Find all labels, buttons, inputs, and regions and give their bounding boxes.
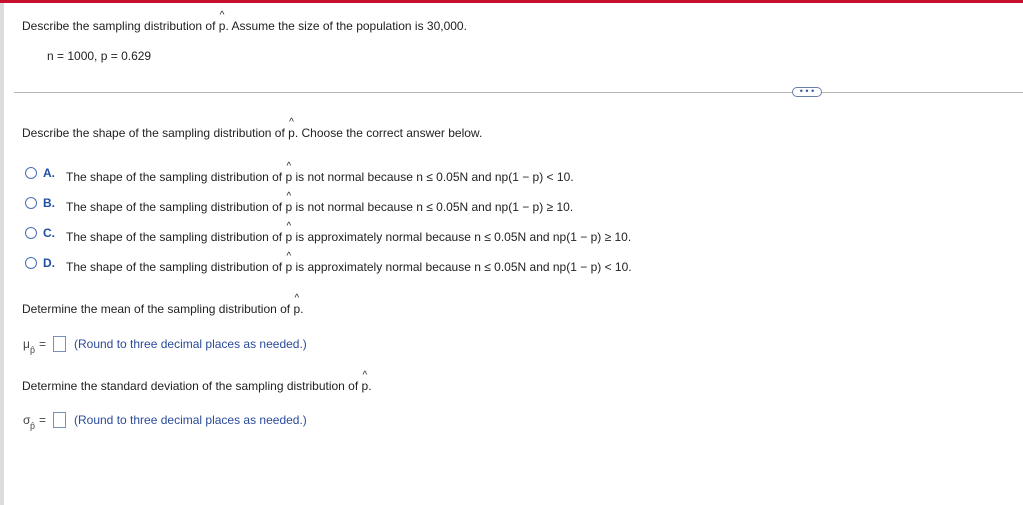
section-divider — [14, 92, 1023, 93]
mean-answer-input[interactable] — [53, 336, 66, 352]
sigma-subscript: p̂ — [30, 421, 36, 431]
p-hat-symbol: ^ p — [285, 200, 292, 214]
part1-prompt-start: Describe the shape of the sampling distribution of — [22, 126, 289, 140]
option-a-text[interactable] — [66, 170, 574, 184]
question-prompt — [22, 19, 467, 33]
p-hat-symbol: ^ p — [288, 126, 295, 140]
option-c-radio[interactable] — [25, 227, 37, 239]
option-b-text-end: is not normal because n ≤ 0.05N and np(1 − p) ≥ 10. — [292, 200, 574, 214]
part2-prompt-end: . — [300, 302, 304, 316]
question-prompt-start: Describe the sampling distribution of — [22, 19, 219, 33]
p-hat-symbol: ^ p — [219, 19, 226, 33]
p-hat-symbol: ^ p — [285, 230, 292, 244]
part3-prompt — [22, 379, 372, 393]
option-c-text-end: is approximately normal because n ≤ 0.05N and np(1 − p) ≥ 10. — [292, 230, 632, 244]
part2-prompt-start: Determine the mean of the sampling distribution of — [22, 302, 294, 316]
option-a-text-start: The shape of the sampling distribution of — [66, 170, 286, 184]
option-d-letter: D. — [43, 256, 55, 270]
option-d-text-start: The shape of the sampling distribution of — [66, 260, 286, 274]
option-b-letter: B. — [43, 196, 55, 210]
question-prompt-end: . Assume the size of the population is 30,000. — [225, 19, 467, 33]
mean-rounding-hint: (Round to three decimal places as needed.) — [74, 337, 307, 351]
option-d-radio[interactable] — [25, 257, 37, 269]
option-b-text-start: The shape of the sampling distribution of — [66, 200, 286, 214]
p-hat-symbol: ^ p — [285, 170, 292, 184]
given-values: n = 1000, p = 0.629 — [47, 49, 152, 63]
option-a-text-end: is not normal because n ≤ 0.05N and np(1 − p) < 10. — [292, 170, 574, 184]
std-dev-answer-input[interactable] — [53, 412, 66, 428]
option-c-text[interactable] — [66, 230, 631, 244]
part1-prompt-end: . Choose the correct answer below. — [294, 126, 483, 140]
p-hat-symbol: ^ p — [362, 379, 369, 393]
part1-prompt — [22, 126, 482, 140]
option-a-letter: A. — [43, 166, 55, 180]
std-dev-rounding-hint: (Round to three decimal places as needed.) — [74, 413, 307, 427]
part3-prompt-end: . — [368, 379, 372, 393]
p-hat-symbol: ^ p — [293, 302, 300, 316]
sigma-symbol: σ — [23, 413, 31, 427]
part3-prompt-start: Determine the standard deviation of the sampling distribution of — [22, 379, 362, 393]
mu-subscript: p̂ — [30, 345, 36, 355]
mu-symbol: μ — [23, 337, 30, 351]
option-c-text-start: The shape of the sampling distribution of — [66, 230, 286, 244]
option-b-text[interactable] — [66, 200, 573, 214]
more-options-button[interactable]: • • • — [792, 87, 822, 97]
option-c-letter: C. — [43, 226, 55, 240]
mu-equals: = — [39, 337, 47, 351]
option-d-text-end: is approximately normal because n ≤ 0.05N and np(1 − p) < 10. — [292, 260, 632, 274]
option-a-radio[interactable] — [25, 167, 37, 179]
top-accent-bar — [0, 0, 1023, 3]
sigma-equals: = — [39, 413, 47, 427]
part2-prompt — [22, 302, 304, 316]
left-scroll-gutter — [0, 3, 4, 505]
option-b-radio[interactable] — [25, 197, 37, 209]
p-hat-symbol: ^ p — [285, 260, 292, 274]
option-d-text[interactable] — [66, 260, 632, 274]
